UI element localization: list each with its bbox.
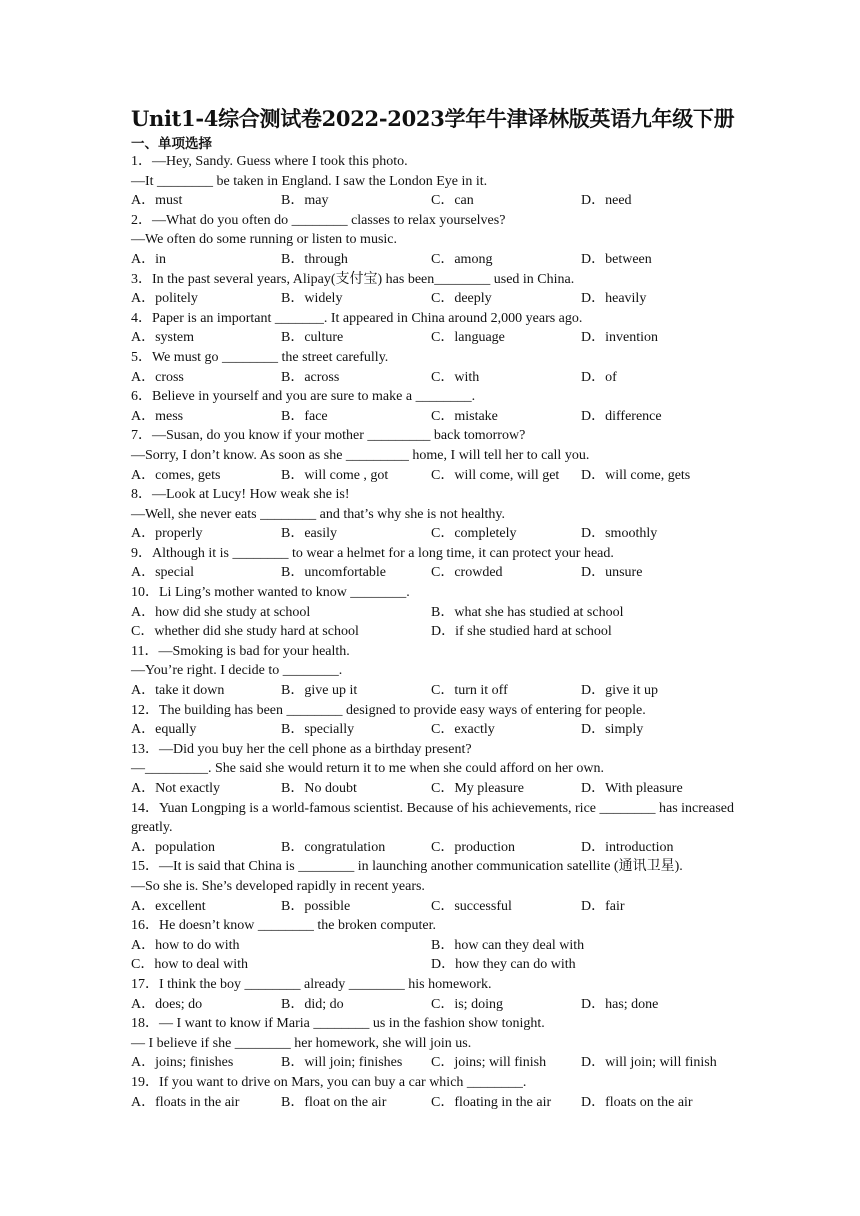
question-item	[131, 387, 736, 426]
answer-option: A．properly	[131, 526, 203, 542]
answer-option: C．exactly	[431, 722, 495, 738]
options-row	[131, 1093, 736, 1113]
answer-option: D．smoothly	[581, 526, 658, 542]
question-line: —We often do some running or listen to music.	[131, 232, 397, 248]
answer-option: A．does; do	[131, 996, 203, 1012]
options-row	[131, 603, 736, 623]
question-stem: 8．—Look at Lucy! How weak she is!	[131, 487, 350, 503]
options-row	[131, 289, 736, 309]
answer-option: D．heavily	[581, 291, 647, 307]
question-stem: 6．Believe in yourself and you are sure to make a ________.	[131, 389, 476, 405]
answer-option: C．production	[431, 839, 515, 855]
question-item	[131, 916, 736, 975]
answer-option: D．has; done	[581, 996, 659, 1012]
answer-option: C．among	[431, 251, 493, 267]
answer-option: A．politely	[131, 291, 198, 307]
answer-option: D．give it up	[581, 683, 658, 699]
answer-option: B．how can they deal with	[431, 937, 585, 953]
answer-option: D．of	[581, 369, 617, 385]
answer-option: A．equally	[131, 722, 197, 738]
options-row	[131, 720, 736, 740]
answer-option: B．congratulation	[281, 839, 386, 855]
answer-option: B．face	[281, 408, 328, 424]
question-line: —Sorry, I don’t know. As soon as she _________ home, I will tell her to call you.	[131, 447, 590, 463]
options-row	[131, 524, 736, 544]
options-row	[131, 328, 736, 348]
options-row	[131, 407, 736, 427]
question-stem: 11．—Smoking is bad for your health.	[131, 643, 350, 659]
answer-option: D．fair	[581, 898, 625, 914]
options-row	[131, 779, 736, 799]
answer-option: C．with	[431, 369, 480, 385]
answer-option: D．will come, gets	[581, 467, 691, 483]
question-line: — I believe if she ________ her homework, she will join us.	[131, 1035, 472, 1051]
answer-option: D．how they can do with	[431, 957, 576, 973]
options-row	[131, 995, 736, 1015]
question-item	[131, 1073, 736, 1112]
question-stem: 12．The building has been ________ designed to provide easy ways of entering for people.	[131, 702, 646, 718]
question-item	[131, 152, 736, 211]
answer-option: B．may	[281, 193, 329, 209]
question-item	[131, 701, 736, 740]
answer-option: C．is; doing	[431, 996, 503, 1012]
question-stem: 2．—What do you often do ________ classes to relax yourselves?	[131, 212, 506, 228]
answer-option: A．joins; finishes	[131, 1055, 234, 1071]
answer-option: B．widely	[281, 291, 343, 307]
question-list	[131, 152, 736, 1112]
question-item	[131, 426, 736, 485]
answer-option: A．take it down	[131, 683, 225, 699]
question-stem: 7．—Susan, do you know if your mother _________ back tomorrow?	[131, 428, 526, 444]
answer-option: C．language	[431, 330, 505, 346]
options-row	[131, 838, 736, 858]
question-line: —So she is. She’s developed rapidly in recent years.	[131, 878, 425, 894]
answer-option: B．possible	[281, 898, 351, 914]
question-item	[131, 485, 736, 544]
answer-option: B．specially	[281, 722, 355, 738]
question-stem: 9．Although it is ________ to wear a helmet for a long time, it can protect your head.	[131, 545, 614, 561]
answer-option: C．crowded	[431, 565, 503, 581]
question-item	[131, 270, 736, 309]
question-line: —_________. She said she would return it to me when she could afford on her own.	[131, 761, 604, 777]
answer-option: A．comes, gets	[131, 467, 221, 483]
question-stem: 4．Paper is an important _______. It appeared in China around 2,000 years ago.	[131, 310, 583, 326]
answer-option: C．joins; will finish	[431, 1055, 547, 1071]
answer-option: C．My pleasure	[431, 781, 524, 796]
answer-option: A．special	[131, 565, 194, 581]
question-item	[131, 348, 736, 387]
answer-option: C．whether did she study hard at school	[131, 624, 359, 640]
question-item	[131, 740, 736, 799]
answer-option: C．completely	[431, 526, 517, 542]
options-row	[131, 681, 736, 701]
answer-option: C．turn it off	[431, 683, 508, 699]
question-item	[131, 799, 736, 858]
answer-option: B．did; do	[281, 996, 344, 1012]
answer-option: D．introduction	[581, 839, 674, 855]
question-line: —It ________ be taken in England. I saw the London Eye in it.	[131, 173, 488, 189]
answer-option: B．will join; finishes	[281, 1055, 403, 1071]
answer-option: B．float on the air	[281, 1094, 387, 1110]
answer-option: C．mistake	[431, 408, 498, 424]
question-item	[131, 857, 736, 916]
answer-option: C．successful	[431, 898, 512, 914]
options-row	[131, 250, 736, 270]
question-stem: 19．If you want to drive on Mars, you can buy a car which ________.	[131, 1074, 527, 1090]
answer-option: C．floating in the air	[431, 1094, 552, 1110]
answer-option: B．through	[281, 251, 348, 267]
options-row	[131, 1053, 736, 1073]
question-stem: 15．—It is said that China is ________ in launching another communication satellite (通讯卫星).	[131, 859, 683, 875]
question-line: —Well, she never eats ________ and that’s why she is not healthy.	[131, 506, 505, 522]
answer-option: A．population	[131, 839, 215, 855]
question-item	[131, 642, 736, 701]
answer-option: A．floats in the air	[131, 1094, 240, 1110]
options-row	[131, 936, 736, 956]
question-stem: 18．— I want to know if Maria ________ us in the fashion show tonight.	[131, 1016, 545, 1032]
answer-option: A．mess	[131, 408, 184, 424]
question-item	[131, 211, 736, 270]
options-row	[131, 368, 736, 388]
answer-option: A．how did she study at school	[131, 604, 311, 620]
answer-option: A．must	[131, 193, 183, 209]
question-item	[131, 583, 736, 642]
answer-option: D．need	[581, 193, 632, 209]
answer-option: C．how to deal with	[131, 957, 249, 973]
question-item	[131, 544, 736, 583]
answer-option: C．deeply	[431, 291, 492, 307]
answer-option: A．excellent	[131, 898, 206, 914]
answer-option: B．No doubt	[281, 781, 357, 796]
answer-option: A．in	[131, 251, 166, 267]
section-heading: 一、单项选择	[131, 136, 212, 152]
question-line: —You’re right. I decide to ________.	[131, 663, 343, 679]
answer-option: B．what she has studied at school	[431, 604, 624, 620]
options-row	[131, 563, 736, 583]
answer-option: C．will come, will get	[431, 467, 560, 483]
answer-option: D．between	[581, 251, 652, 267]
answer-option: D．floats on the air	[581, 1094, 693, 1110]
answer-option: D．unsure	[581, 565, 643, 581]
answer-option: D．if she studied hard at school	[431, 624, 612, 640]
answer-option: B．will come , got	[281, 467, 389, 483]
options-row	[131, 466, 736, 486]
question-item	[131, 1014, 736, 1073]
answer-option: B．easily	[281, 526, 337, 542]
question-stem: 17．I think the boy ________ already ________ his homework.	[131, 976, 492, 992]
answer-option: B．across	[281, 369, 340, 385]
answer-option: B．give up it	[281, 683, 358, 699]
options-row	[131, 897, 736, 917]
question-stem: 13．—Did you buy her the cell phone as a birthday present?	[131, 741, 472, 757]
page-title: Unit1-4综合测试卷2022-2023学年牛津译林版英语九年级下册	[131, 106, 735, 131]
answer-option: A．cross	[131, 369, 184, 385]
answer-option: D．simply	[581, 722, 644, 738]
options-row	[131, 955, 736, 975]
options-row	[131, 622, 736, 642]
answer-option: A．system	[131, 330, 194, 346]
question-stem: 10．Li Ling’s mother wanted to know ________.	[131, 585, 410, 601]
answer-option: D．will join; will finish	[581, 1055, 717, 1071]
answer-option: D．With pleasure	[581, 781, 683, 796]
question-item	[131, 309, 736, 348]
answer-option: A．how to do with	[131, 937, 240, 953]
question-stem: 3．In the past several years, Alipay(支付宝) has been________ used in China.	[131, 271, 575, 287]
answer-option: C．can	[431, 193, 474, 209]
question-stem: 14．Yuan Longping is a world-famous scientist. Because of his achievements, rice ________ has increased greatly.	[131, 800, 735, 836]
question-stem: 1．—Hey, Sandy. Guess where I took this photo.	[131, 154, 408, 169]
question-stem: 5．We must go ________ the street carefully.	[131, 349, 389, 365]
answer-option: D．invention	[581, 330, 658, 346]
answer-option: A．Not exactly	[131, 781, 221, 796]
options-row	[131, 191, 736, 211]
question-item	[131, 975, 736, 1014]
question-stem: 16．He doesn’t know ________ the broken computer.	[131, 918, 436, 934]
answer-option: B．uncomfortable	[281, 565, 386, 581]
answer-option: B．culture	[281, 330, 344, 346]
answer-option: D．difference	[581, 408, 662, 424]
